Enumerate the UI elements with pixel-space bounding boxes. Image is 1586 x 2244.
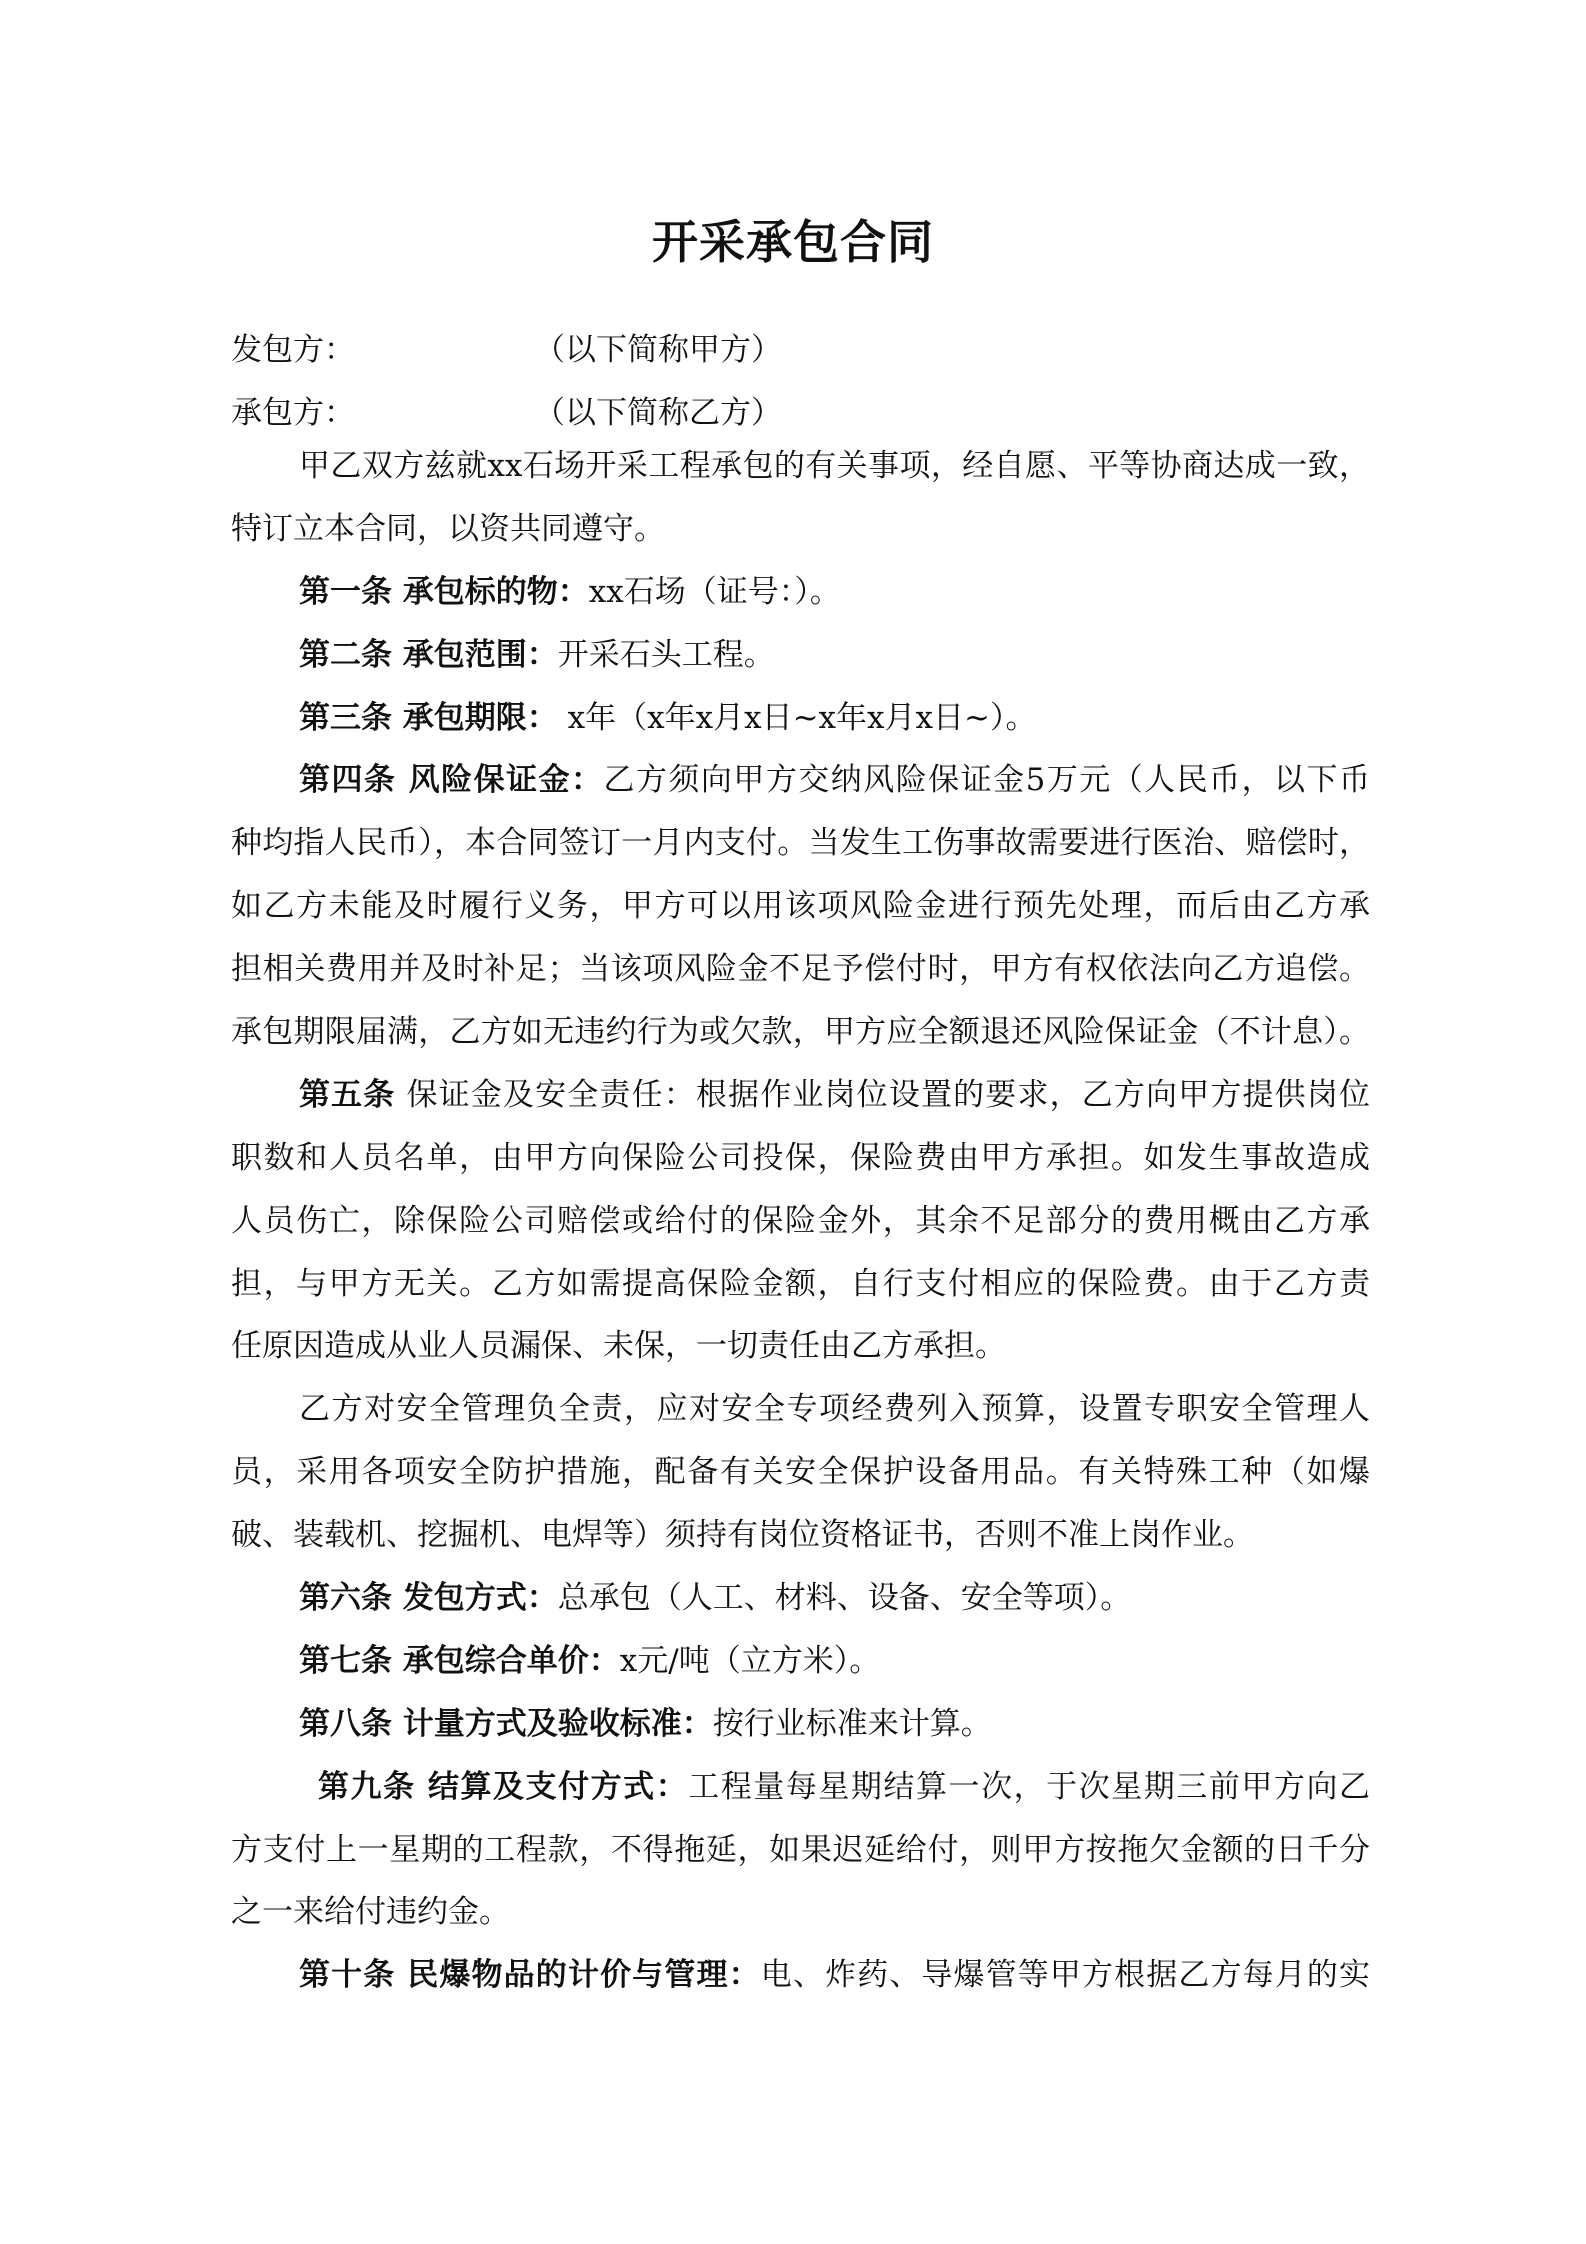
line-text: 电、炸药、导爆管等甲方根据乙方每月的实 (760, 1957, 1370, 1994)
line-text: 总承包（人工、材料、设备、安全等项）。 (557, 1580, 1132, 1617)
text-line (231, 1830, 1370, 1893)
text-line (231, 949, 1370, 1012)
line-text: 如乙方未能及时履行义务，甲方可以用该项风险金进行预先处理，而后由乙方承 (231, 888, 1370, 925)
party-label: 承包方： (231, 395, 355, 431)
line-text: 职数和人员名单，由甲方向保险公司投保，保险费由甲方承担。如发生事故造成 (231, 1139, 1370, 1176)
line-text: 破、装载机、挖掘机、电焊等）须持有岗位资格证书，否则不准上岗作业。 (231, 1517, 1254, 1554)
text-line (231, 823, 1370, 886)
party-note: （以下简称乙方） (534, 395, 782, 431)
line-text: x元/吨（立方米）。 (619, 1642, 881, 1679)
text-line (231, 1641, 1370, 1704)
text-line (231, 1389, 1370, 1452)
party-note: （以下简称甲方） (534, 332, 782, 368)
article-heading: 第十条 民爆物品的计价与管理： (299, 1957, 761, 1994)
text-line (231, 1767, 1370, 1830)
party-issuer (231, 330, 782, 370)
text-line (231, 1012, 1370, 1075)
line-text: 承包期限届满，乙方如无违约行为或欠款，甲方应全额退还风险保证金（不计息）。 (231, 1014, 1370, 1051)
article-heading: 第三条 承包期限： (299, 699, 558, 736)
line-text: x年（x年x月x日~x年x月x日~）。 (557, 699, 1037, 736)
text-line (231, 1578, 1370, 1641)
text-line (231, 635, 1370, 698)
text-line (231, 446, 1370, 509)
line-text: 乙方对安全管理负全责，应对安全专项经费列入预算，设置专职安全管理人 (299, 1391, 1370, 1428)
line-text: 开采石头工程。 (557, 636, 775, 673)
text-line (231, 1326, 1370, 1389)
party-contractor (231, 393, 782, 433)
party-label: 发包方： (231, 332, 355, 368)
line-text: 特订立本合同，以资共同遵守。 (231, 510, 665, 547)
text-line (231, 1075, 1370, 1138)
line-text: 方支付上一星期的工程款，不得拖延，如果迟延给付，则甲方按拖欠金额的日千分 (231, 1831, 1370, 1868)
text-line (231, 1201, 1370, 1264)
article-heading: 第七条 承包综合单价： (299, 1642, 620, 1679)
line-text: 按行业标准来计算。 (712, 1705, 992, 1742)
line-text: 人员伤亡，除保险公司赔偿或给付的保险金外，其余不足部分的费用概由乙方承 (231, 1202, 1370, 1239)
article-heading: 第四条 风险保证金： (299, 762, 604, 799)
text-line (231, 1704, 1370, 1767)
document-title: 开采承包合同 (652, 215, 934, 269)
article-heading: 第六条 发包方式： (299, 1580, 558, 1617)
text-line (231, 760, 1370, 823)
text-line (231, 1515, 1370, 1578)
line-text: 担，与甲方无关。乙方如需提高保险金额，自行支付相应的保险费。由于乙方责 (231, 1265, 1370, 1302)
text-line (231, 509, 1370, 572)
line-text: 保证金及安全责任：根据作业岗位设置的要求，乙方向甲方提供岗位 (395, 1076, 1370, 1113)
text-line (231, 1452, 1370, 1515)
text-line (231, 886, 1370, 949)
line-text: 乙方须向甲方交纳风险保证金5万元（人民币，以下币 (603, 762, 1370, 799)
line-text: 甲乙双方兹就xx石场开采工程承包的有关事项，经自愿、平等协商达成一致， (299, 448, 1370, 484)
article-heading: 第九条 结算及支付方式： (318, 1768, 689, 1805)
text-line (231, 698, 1370, 761)
line-text: 担相关费用并及时补足；当该项风险金不足予偿付时，甲方有权依法向乙方追偿。 (231, 951, 1370, 988)
text-line (231, 1264, 1370, 1327)
line-text: 种均指人民币），本合同签订一月内支付。当发生工伤事故需要进行医治、赔偿时， (231, 825, 1370, 862)
article-heading: 第五条 (299, 1076, 396, 1113)
line-text: 任原因造成从业人员漏保、未保，一切责任由乙方承担。 (231, 1328, 1006, 1365)
line-text: 之一来给付违约金。 (231, 1894, 510, 1931)
article-heading: 第二条 承包范围： (299, 636, 558, 673)
text-line (231, 1955, 1370, 2018)
article-heading: 第一条 承包标的物： (299, 573, 589, 610)
contract-body (231, 446, 1370, 2018)
text-line (231, 572, 1370, 635)
text-line (231, 1138, 1370, 1201)
article-heading: 第八条 计量方式及验收标准： (299, 1705, 713, 1742)
line-text: xx石场（证号：）。 (588, 573, 841, 610)
line-text: 员，采用各项安全防护措施，配备有关安全保护设备用品。有关特殊工种（如爆 (231, 1454, 1370, 1491)
line-text: 工程量每星期结算一次，于次星期三前甲方向乙 (688, 1768, 1370, 1805)
text-line (231, 1892, 1370, 1955)
